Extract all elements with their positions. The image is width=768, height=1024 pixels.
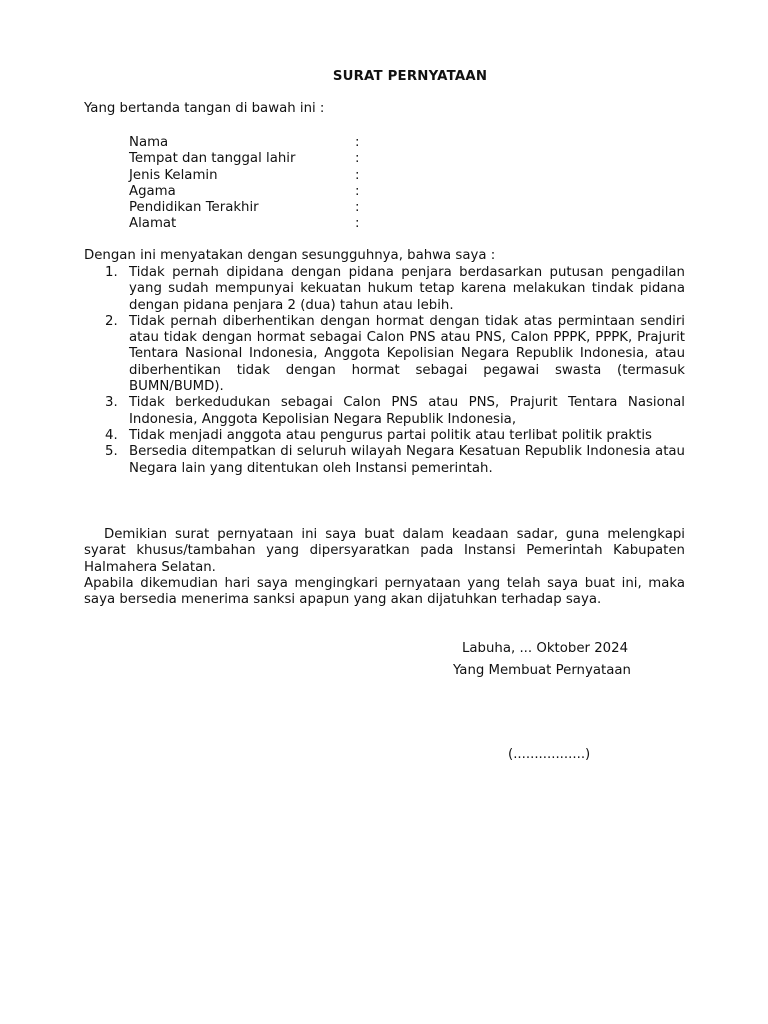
signature-name-blank: (.................) xyxy=(508,747,591,762)
document-title: SURAT PERNYATAAN xyxy=(332,69,488,84)
list-text: Tidak pernah dipidana dengan pidana penjara berdasarkan putusan pengadilan yang sudah mempunyai kekuatan hukum tetap karena melakukan tindak pidana dengan pidana penjara 2 (dua) tahun atau lebih. xyxy=(129,265,685,313)
list-number: 4. xyxy=(105,427,118,443)
field-label: Agama xyxy=(129,183,176,199)
list-text: Tidak pernah diberhentikan dengan hormat dengan tidak atas permintaan sendiri atau tidak dengan hormat sebagai Calon PNS atau PNS, Calon PPPK, PPPK, Prajurit Tentara Nasional Indonesia, Anggota Kepolisian Negara Republik Indonesia, atau diberhentikan tidak dengan hormat sebagai pegawai swasta (termasuk BUMN/BUMD). xyxy=(129,313,685,395)
field-colon: : xyxy=(355,167,360,183)
field-label: Tempat dan tanggal lahir xyxy=(129,151,296,167)
list-number: 1. xyxy=(105,265,118,280)
list-item xyxy=(105,427,685,444)
field-colon: : xyxy=(355,135,360,150)
list-number: 3. xyxy=(105,395,118,411)
signature-role: Yang Membuat Pernyataan xyxy=(453,663,631,678)
field-label: Pendidikan Terakhir xyxy=(129,200,259,216)
field-row-alamat xyxy=(129,216,389,232)
statement-list xyxy=(0,265,768,477)
list-item xyxy=(105,395,685,428)
field-row-agama xyxy=(129,184,389,200)
closing-paragraph: Demikian surat pernyataan ini saya buat dalam keadaan sadar, guna melengkapi syarat khusus/tambahan yang dipersyaratkan pada Instansi Pemerintah Kabupaten Halmahera Selatan. xyxy=(84,527,685,575)
list-item xyxy=(105,313,685,395)
field-colon: : xyxy=(355,216,360,232)
intro-text: Yang bertanda tangan di bawah ini : xyxy=(84,101,325,116)
statement-intro: Dengan ini menyatakan dengan sesungguhnya, bahwa saya : xyxy=(84,248,496,263)
field-row-pendidikan-terakhir xyxy=(129,200,389,216)
field-row-tempat-tanggal-lahir xyxy=(129,151,389,167)
list-text: Tidak berkedudukan sebagai Calon PNS atau PNS, Prajurit Tentara Nasional Indonesia, Anggota Kepolisian Negara Republik Indonesia, xyxy=(129,395,685,427)
closing-section xyxy=(84,527,685,608)
field-colon: : xyxy=(355,183,360,199)
list-number: 5. xyxy=(105,444,118,460)
list-item xyxy=(105,444,685,477)
field-row-nama xyxy=(129,135,389,151)
list-text: Bersedia ditempatkan di seluruh wilayah Negara Kesatuan Republik Indonesia atau Negara lain yang ditentukan oleh Instansi pemerintah. xyxy=(129,444,685,476)
identity-fields xyxy=(129,135,389,233)
closing-paragraph: Apabila dikemudian hari saya mengingkari pernyataan yang telah saya buat ini, maka saya bersedia menerima sanksi apapun yang akan dijatuhkan terhadap saya. xyxy=(84,575,685,608)
field-row-jenis-kelamin xyxy=(129,168,389,184)
field-label: Alamat xyxy=(129,216,177,232)
field-label: Jenis Kelamin xyxy=(129,167,218,183)
field-colon: : xyxy=(355,151,360,167)
list-item xyxy=(105,265,685,314)
list-number: 2. xyxy=(105,313,118,329)
signature-place-date: Labuha, ... Oktober 2024 xyxy=(462,641,629,656)
field-label: Nama xyxy=(129,135,169,150)
list-text: Tidak menjadi anggota atau pengurus partai politik atau terlibat politik praktis xyxy=(129,427,652,443)
field-colon: : xyxy=(355,200,360,216)
